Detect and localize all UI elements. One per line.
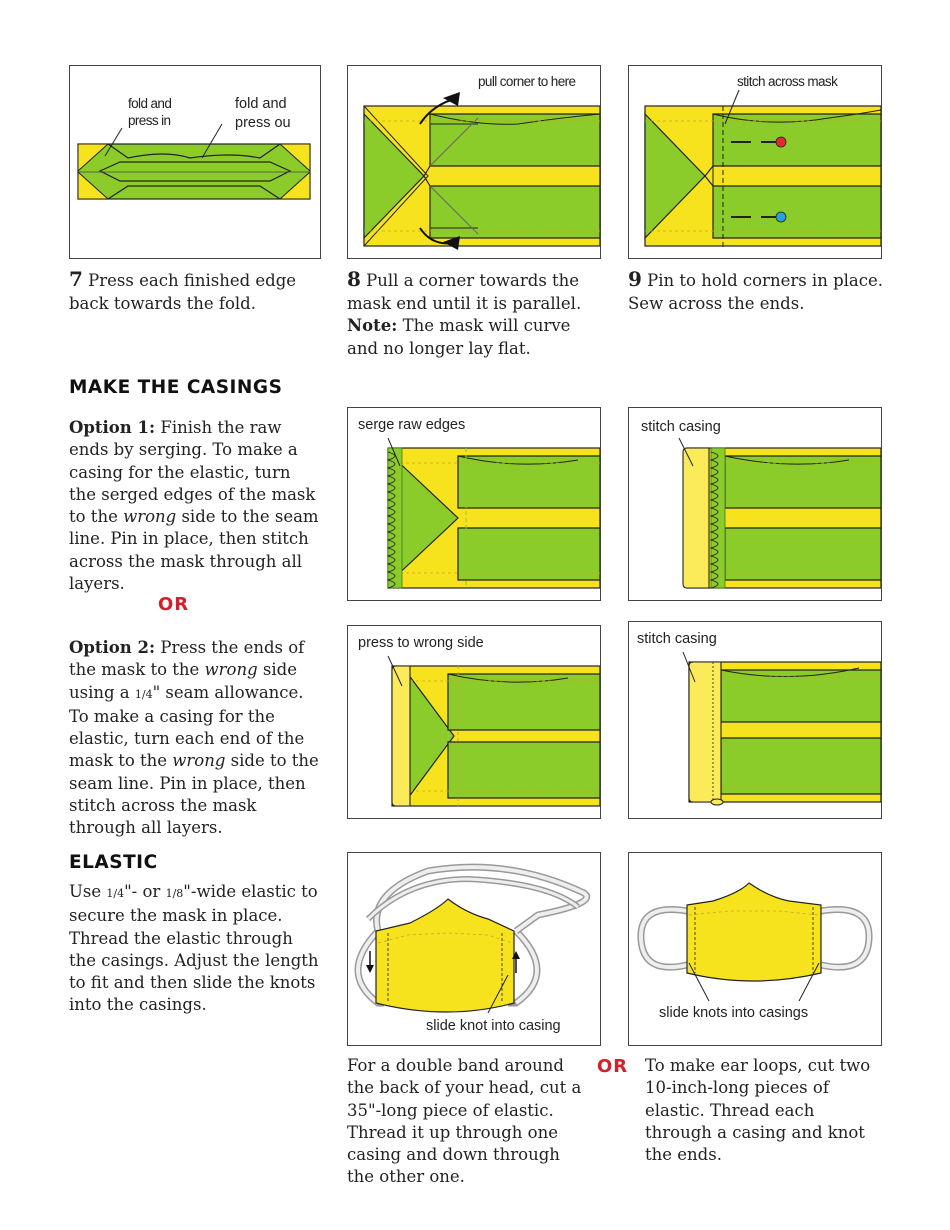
pull-corner-label: pull corner to here [478,74,576,89]
or-separator: OR [158,594,190,615]
step9-text: Pin to hold corners in place. Sew across the ends. [628,271,884,313]
option2-part-c: " seam allowance. To make a casing for the elastic, turn each end of the mask to the [69,682,305,771]
serge-stitch-icon [388,448,402,588]
ear-loops-text: To make ear loops, cut two 10-inch-long pieces of elastic. Thread each through a casing and knot the ends. [645,1056,871,1165]
option1-text [69,417,321,595]
pressed-casing-illustration [629,622,881,818]
elastic-part-c: "-wide elastic to secure the mask in place. Thread the elastic through the casings. Adjust the length to fit and then slide the knots into the casings. [69,882,319,1015]
double-band-text: For a double band around the back of your head, cut a 35"-long piece of elastic. Thread it up through one casing and down through the other one. [347,1056,582,1187]
double-band-mask-illustration [348,853,600,1045]
option2-emphasis-1: wrong [204,660,258,680]
serge-figure [347,407,601,601]
elastic-part-b: "- or [124,882,166,901]
serged-edge-illustration [348,408,600,600]
elastic-part-a: Use [69,882,107,901]
option1-part-b: side to the seam line. Pin in place, then stitch across the mask through all layers. [69,507,319,594]
step7-caption [69,268,314,315]
stitch-casing-label-2: stitch casing [637,631,717,647]
option1-part-a: Finish the raw ends by serging. To make a casing for the elastic, turn the serged edges of the mask to the [69,418,316,527]
press-figure [347,625,601,819]
serge-raw-edges-label: serge raw edges [358,417,466,433]
stitch-casing-label-1: stitch casing [641,419,721,435]
pressed-edge-illustration [348,626,600,818]
slide-knot-label: slide knot into casing [426,1018,561,1034]
option1-label: Option 1: [69,418,156,437]
red-pin-icon [776,137,786,147]
option2-fraction: 1/4 [134,687,153,701]
step9-figure [628,65,882,259]
elastic-fraction-1: 1/4 [106,887,125,900]
fold-press-in-label: fold and press in [128,96,172,128]
blue-pin-icon [776,212,786,222]
option1-emphasis: wrong [123,507,177,527]
pinned-mask-illustration [629,66,881,258]
press-wrong-side-label: press to wrong side [358,635,484,651]
serge-stitch-icon [711,448,725,588]
or-separator-elastic: OR [597,1056,629,1077]
stitch-casing-figure-2 [628,621,882,819]
step8-note: The mask will curve and no longer lay flat. [347,316,571,358]
step8-figure [347,65,601,259]
stitch-across-label: stitch across mask [737,74,838,89]
stitch-casing-figure-1 [628,407,882,601]
step8-number: 8 [347,267,361,291]
option2-part-a: Press the ends of the mask to the [69,638,305,680]
serged-casing-illustration [629,408,881,600]
elastic-text [69,881,321,1017]
elastic-heading: ELASTIC [69,852,158,873]
step9-caption [628,268,888,315]
casings-heading: MAKE THE CASINGS [69,377,283,398]
step7-text: Press each finished edge back towards the fold. [69,271,297,313]
fold-press-out-label: fold and press ou [235,96,291,131]
double-band-figure [347,852,601,1046]
step7-figure [69,65,321,259]
slide-knots-label: slide knots into casings [659,1005,809,1021]
step7-number: 7 [69,267,83,291]
step9-number: 9 [628,267,642,291]
pull-corner-illustration [348,66,600,258]
ear-loops-figure [628,852,882,1046]
step8-text: Pull a corner towards the mask end until it is parallel. [347,271,582,313]
step8-note-label: Note: [347,316,398,335]
option2-label: Option 2: [69,638,156,657]
option2-part-b: side using a [69,660,298,702]
option2-emphasis-2: wrong [172,751,226,771]
option2-text [69,637,321,840]
step8-caption [347,268,602,360]
elastic-fraction-2: 1/8 [165,887,184,900]
option2-part-d: side to the seam line. Pin in place, then stitch across the mask through all layers. [69,751,319,838]
